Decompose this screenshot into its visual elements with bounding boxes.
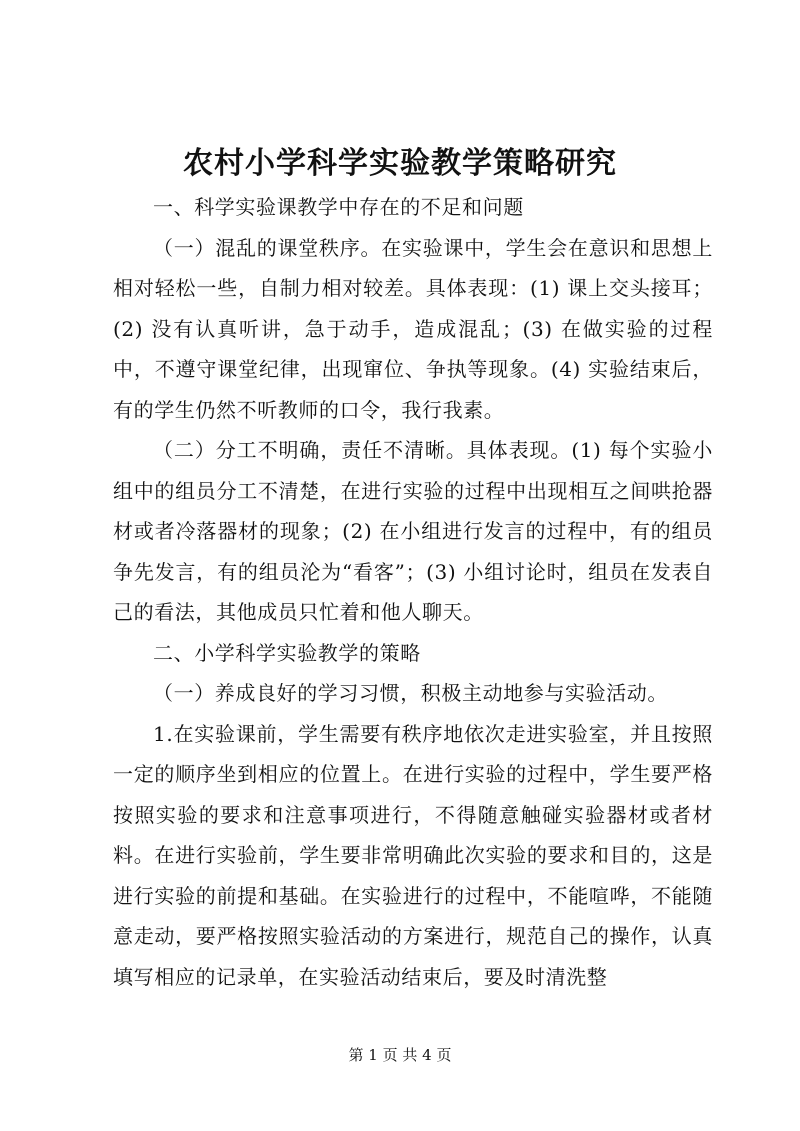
- paragraph-division-of-labor: （二）分工不明确，责任不清晰。具体表现。(1) 每个实验小组中的组员分工不清楚，在进行实验的过程中出现相互之间哄抢器材或者冷落器材的现象；(2) 在小组进行发言的过程中，有的组员争先发言，有的组员沦为“看客”；(3) 小组讨论时，组员在发表自己的看法，其他成员只忙着和他人聊天。: [113, 438, 713, 624]
- paragraph-classroom-order: （一）混乱的课堂秩序。在实验课中，学生会在意识和思想上相对轻松一些，自制力相对较差。具体表现：(1) 课上交头接耳；(2) 没有认真听讲，急于动手，造成混乱；(3) 在做实验的过程中，不遵守课堂纪律，出现窜位、争执等现象。(4) 实验结束后，有的学生仍然不听教师的口令，我行我素。: [113, 235, 713, 422]
- page-footer: 第 1 页 共 4 页: [348, 1046, 452, 1064]
- section-heading-1: 一、科学实验课教学中存在的不足和问题: [153, 195, 524, 219]
- section-heading-2: 二、小学科学实验教学的策略: [153, 640, 421, 665]
- paragraph-pre-lab: 1.在实验课前，学生需要有秩序地依次走进实验室，并且按照一定的顺序坐到相应的位置上。在进行实验的过程中，学生要严格按照实验的要求和注意事项进行，不得随意触碰实验器材或者材料。在进行实验前，学生要非常明确此次实验的要求和目的，这是进行实验的前提和基础。在实验进行的过程中，不能喧哗，不能随意走动，要严格按照实验活动的方案进行，规范自己的操作，认真填写相应的记录单，在实验活动结束后，要及时清洗整: [113, 721, 713, 989]
- document-body: [113, 187, 713, 997]
- subsection-heading-1: （一）养成良好的学习习惯，积极主动地参与实验活动。: [153, 681, 668, 705]
- page-title: 农村小学科学实验教学策略研究: [183, 146, 617, 181]
